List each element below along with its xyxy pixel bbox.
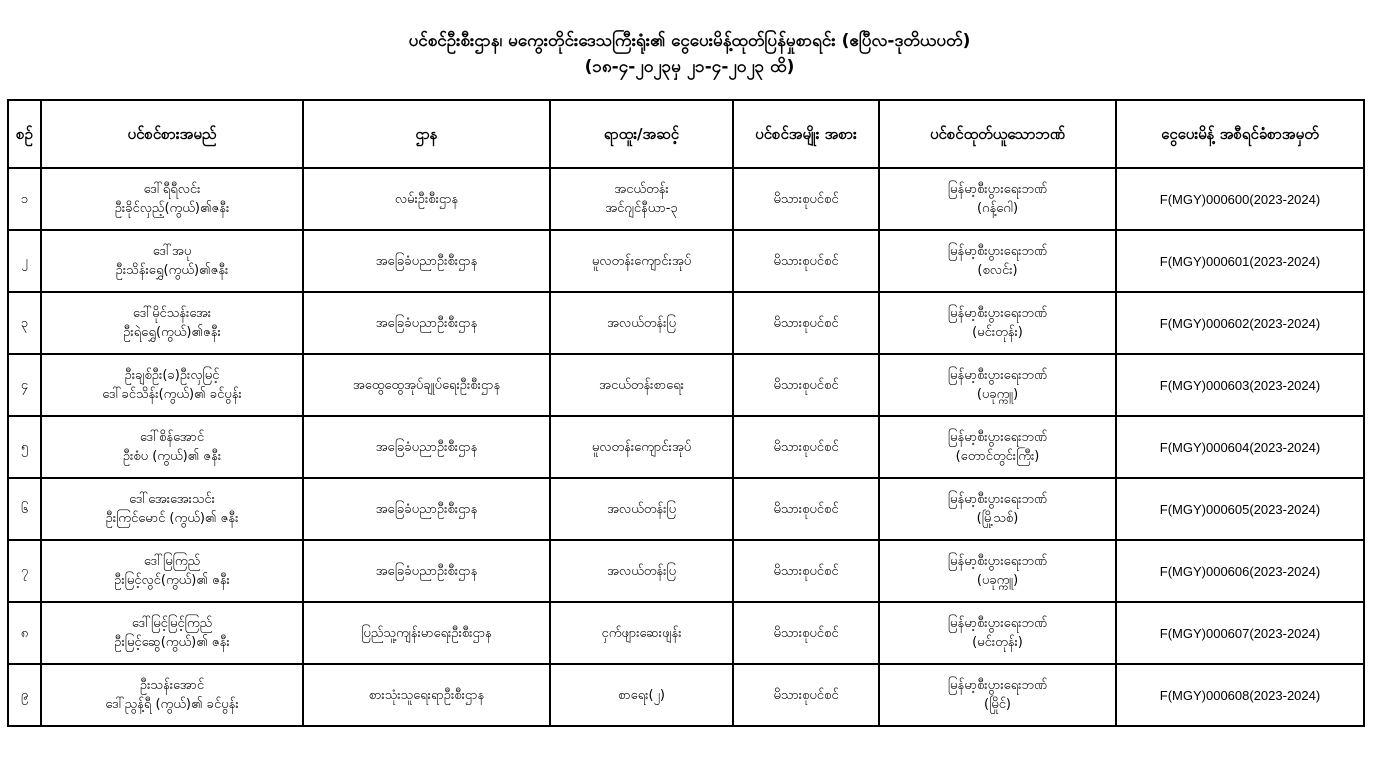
pension-table xyxy=(7,99,1365,727)
position-cell xyxy=(550,540,733,602)
pension-type-cell: မိသားစုပင်စင် xyxy=(733,354,879,416)
pensioner-name-line: ဒေါ်မိုင်သန်းအေး xyxy=(132,306,212,321)
bank-branch-line: (မြိုင်) xyxy=(984,697,1011,712)
reference-cell: F(MGY)000600(2023-2024) xyxy=(1116,168,1364,230)
bank-branch-line: (ပခုက္ကူ) xyxy=(976,573,1019,588)
pensioner-relation-line: ဦးခိုင်လှည့်(ကွယ်)၏ဇနီး xyxy=(114,201,230,216)
row-index: ၁ xyxy=(8,168,41,230)
row-index: ၄ xyxy=(8,354,41,416)
pensioner-relation-line: ဒေါ်ညွန့်ရီ (ကွယ်)၏ ခင်ပွန်း xyxy=(105,697,239,712)
position-line: အငယ်တန်းစာရေး xyxy=(599,377,684,393)
pension-type-cell: မိသားစုပင်စင် xyxy=(733,168,879,230)
pensioner-name xyxy=(41,602,303,664)
bank-cell xyxy=(879,664,1116,726)
bank-name-line: မြန်မာ့စီးပွားရေးဘဏ် xyxy=(947,554,1048,569)
bank-name-line: မြန်မာ့စီးပွားရေးဘဏ် xyxy=(947,616,1048,631)
position-cell xyxy=(550,230,733,292)
pensioner-name xyxy=(41,230,303,292)
department-cell: အခြေခံပညာဦးစီးဌာန xyxy=(303,292,550,354)
position-cell xyxy=(550,664,733,726)
department-cell: အခြေခံပညာဦးစီးဌာန xyxy=(303,416,550,478)
pensioner-name-line: ဒေါ်ရီရီလင်း xyxy=(143,182,201,197)
reference-cell: F(MGY)000607(2023-2024) xyxy=(1116,602,1364,664)
header-department: ဌာန xyxy=(303,100,550,168)
pensioner-relation-line: ဦးစံပ (ကွယ်)၏ ဇနီး xyxy=(122,449,222,464)
position-cell xyxy=(550,602,733,664)
table-row xyxy=(8,540,1364,602)
pensioner-relation-line: ဦးရဲရွှေ(ကွယ်)၏ဇနီး xyxy=(123,325,221,340)
pensioner-name xyxy=(41,354,303,416)
pensioner-name xyxy=(41,478,303,540)
row-index: ၆ xyxy=(8,478,41,540)
pension-type-cell: မိသားစုပင်စင် xyxy=(733,664,879,726)
bank-name-line: မြန်မာ့စီးပွားရေးဘဏ် xyxy=(947,492,1048,507)
row-index: ၅ xyxy=(8,416,41,478)
pensioner-name xyxy=(41,416,303,478)
table-row xyxy=(8,664,1364,726)
position-line: ငှက်ဖျားဆေးဖျန်း xyxy=(601,625,682,641)
bank-name-line: မြန်မာ့စီးပွားရေးဘဏ် xyxy=(947,678,1048,693)
bank-name-line: မြန်မာ့စီးပွားရေးဘဏ် xyxy=(947,306,1048,321)
bank-branch-line: (မြို့သစ်) xyxy=(976,511,1019,526)
header-index: စဉ် xyxy=(8,100,41,168)
position-cell xyxy=(550,292,733,354)
table-body xyxy=(8,168,1364,726)
bank-branch-line: (ပခုက္ကူ) xyxy=(976,387,1019,402)
department-cell: စားသုံးသူရေးရာဦးစီးဌာန xyxy=(303,664,550,726)
bank-cell xyxy=(879,540,1116,602)
reference-cell: F(MGY)000602(2023-2024) xyxy=(1116,292,1364,354)
table-row xyxy=(8,354,1364,416)
pensioner-relation-line: ဒေါ်ခင်သိန်း(ကွယ်)၏ ခင်ပွန်း xyxy=(102,387,242,402)
pension-type-cell: မိသားစုပင်စင် xyxy=(733,416,879,478)
document-title: ပင်စင်ဦးစီးဌာန၊ မကွေးတိုင်းဒေသကြီးရုံး၏ ငွေပေးမိန့်ထုတ်ပြန်မှုစာရင်း (ဧပြီလ-ဒုတိယပတ်) xyxy=(408,31,971,51)
row-index: ၈ xyxy=(8,602,41,664)
table-row xyxy=(8,168,1364,230)
bank-name-line: မြန်မာ့စီးပွားရေးဘဏ် xyxy=(947,430,1048,445)
table-row xyxy=(8,230,1364,292)
reference-cell: F(MGY)000601(2023-2024) xyxy=(1116,230,1364,292)
pension-type-cell: မိသားစုပင်စင် xyxy=(733,292,879,354)
pensioner-relation-line: ဦးမြင့်လွင်(ကွယ်)၏ ဇနီး xyxy=(114,573,230,588)
reference-cell: F(MGY)000606(2023-2024) xyxy=(1116,540,1364,602)
department-cell: လမ်းဦးစီးဌာန xyxy=(303,168,550,230)
pensioner-name xyxy=(41,664,303,726)
reference-cell: F(MGY)000604(2023-2024) xyxy=(1116,416,1364,478)
pensioner-relation-line: ဦးသိန်းရွှေ(ကွယ်)၏ဇနီး xyxy=(115,263,229,278)
department-cell: အခြေခံပညာဦးစီးဌာန xyxy=(303,478,550,540)
reference-cell: F(MGY)000603(2023-2024) xyxy=(1116,354,1364,416)
bank-name-line: မြန်မာ့စီးပွားရေးဘဏ် xyxy=(947,244,1048,259)
position-line: မူလတန်းကျောင်းအုပ် xyxy=(591,253,692,269)
table-row xyxy=(8,478,1364,540)
header-pension-type: ပင်စင်အမျိုး အစား xyxy=(733,100,879,168)
pensioner-name-line: ဒေါ်မြကြည် xyxy=(143,554,201,569)
table-row xyxy=(8,416,1364,478)
department-cell: အခြေခံပညာဦးစီးဌာန xyxy=(303,540,550,602)
bank-cell xyxy=(879,168,1116,230)
pensioner-name xyxy=(41,540,303,602)
pension-type-cell: မိသားစုပင်စင် xyxy=(733,478,879,540)
row-index: ၃ xyxy=(8,292,41,354)
position-line: အငယ်တန်း xyxy=(614,182,669,197)
header-position: ရာထူး/အဆင့် xyxy=(550,100,733,168)
bank-name-line: မြန်မာ့စီးပွားရေးဘဏ် xyxy=(947,368,1048,383)
reference-cell: F(MGY)000608(2023-2024) xyxy=(1116,664,1364,726)
position-cell xyxy=(550,478,733,540)
pensioner-name-line: ဦးချစ်ဦး(ခ)ဦးလှမြင့် xyxy=(124,368,220,383)
bank-branch-line: (စလင်း) xyxy=(977,263,1018,278)
bank-cell xyxy=(879,602,1116,664)
table-row xyxy=(8,292,1364,354)
department-cell: ပြည်သူ့ကျန်းမာရေးဦးစီးဌာန xyxy=(303,602,550,664)
position-line: အလယ်တန်းပြ xyxy=(606,501,677,517)
bank-name-line: မြန်မာ့စီးပွားရေးဘဏ် xyxy=(947,182,1048,197)
pensioner-name-line: ဦးသန်းအောင် xyxy=(139,678,205,693)
row-index: ၉ xyxy=(8,664,41,726)
position-line: အလယ်တန်းပြ xyxy=(606,563,677,579)
table-header xyxy=(8,100,1364,168)
pensioner-name xyxy=(41,168,303,230)
position-cell xyxy=(550,354,733,416)
department-cell: အထွေထွေအုပ်ချုပ်ရေးဦးစီးဌာန xyxy=(303,354,550,416)
pensioner-relation-line: ဦးကြင်မောင် (ကွယ်)၏ ဇနီး xyxy=(105,511,239,526)
pensioner-name-line: ဒေါ်အေးအေးသင်း xyxy=(129,492,215,507)
table-row xyxy=(8,602,1364,664)
position-line: မူလတန်းကျောင်းအုပ် xyxy=(591,439,692,455)
department-cell: အခြေခံပညာဦးစီးဌာန xyxy=(303,230,550,292)
pension-type-cell: မိသားစုပင်စင် xyxy=(733,602,879,664)
bank-branch-line: (မင်းတုန်း) xyxy=(972,325,1023,340)
position-line: စာရေး(၂) xyxy=(617,687,665,703)
document-header xyxy=(0,28,1379,80)
pensioner-name xyxy=(41,292,303,354)
position-line-2: အင်ဂျင်နီယာ-၃ xyxy=(605,201,678,216)
position-cell xyxy=(550,168,733,230)
header-reference: ငွေပေးမိန့် အစီရင်ခံစာအမှတ် xyxy=(1116,100,1364,168)
header-bank: ပင်စင်ထုတ်ယူသောဘဏ် xyxy=(879,100,1116,168)
bank-cell xyxy=(879,416,1116,478)
bank-cell xyxy=(879,478,1116,540)
reference-cell: F(MGY)000605(2023-2024) xyxy=(1116,478,1364,540)
header-row xyxy=(8,100,1364,168)
bank-cell xyxy=(879,292,1116,354)
bank-branch-line: (ဂန့်ဂေါ) xyxy=(976,201,1019,216)
position-line: အလယ်တန်းပြ xyxy=(606,315,677,331)
row-index: ၂ xyxy=(8,230,41,292)
bank-branch-line: (တောင်တွင်းကြီး) xyxy=(955,449,1040,464)
pension-type-cell: မိသားစုပင်စင် xyxy=(733,540,879,602)
header-name: ပင်စင်စားအမည် xyxy=(41,100,303,168)
bank-cell xyxy=(879,230,1116,292)
bank-cell xyxy=(879,354,1116,416)
pensioner-relation-line: ဦးမြင့်ဆွေ(ကွယ်)၏ ဇနီး xyxy=(114,635,230,650)
pensioner-name-line: ဒေါ်မြင့်မြင့်ကြည် xyxy=(131,616,213,631)
pension-type-cell: မိသားစုပင်စင် xyxy=(733,230,879,292)
document-date-range: (၁၈-၄-၂၀၂၃မှ ၂၁-၄-၂၀၂၃ ထိ) xyxy=(584,57,795,77)
position-cell xyxy=(550,416,733,478)
pensioner-name-line: ဒေါ်အပု xyxy=(152,244,192,259)
bank-branch-line: (မင်းတုန်း) xyxy=(972,635,1023,650)
row-index: ၇ xyxy=(8,540,41,602)
pensioner-name-line: ဒေါ်စိန်အောင် xyxy=(139,430,205,445)
